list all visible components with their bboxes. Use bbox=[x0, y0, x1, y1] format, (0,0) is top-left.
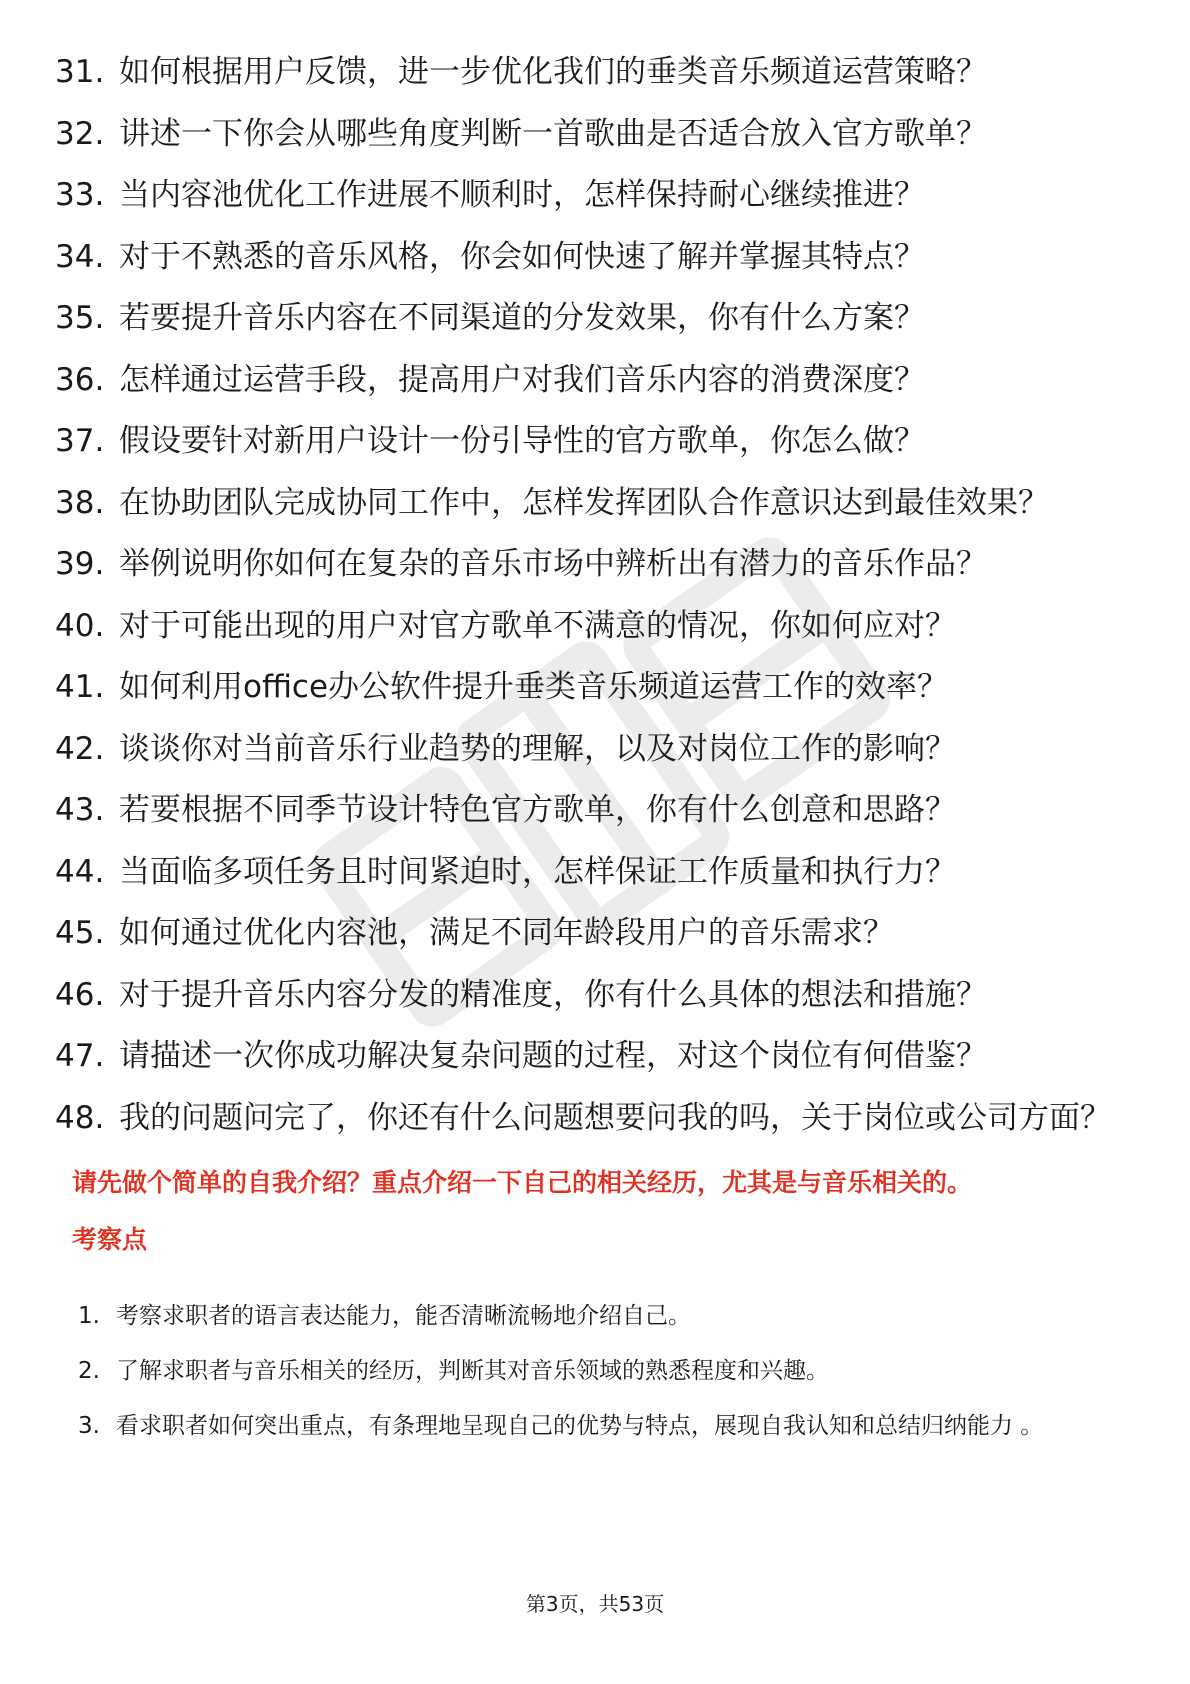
question-text: 若要根据不同季节设计特色官方歌单，你有什么创意和思路？ bbox=[119, 792, 956, 828]
question-item bbox=[55, 665, 1125, 709]
question-item bbox=[55, 112, 1125, 156]
question-text: 如何根据用户反馈，进一步优化我们的垂类音乐频道运营策略？ bbox=[119, 54, 987, 90]
question-number: 35. bbox=[55, 300, 105, 336]
question-item bbox=[55, 911, 1125, 955]
assessment-points bbox=[78, 1290, 1128, 1455]
question-item bbox=[55, 481, 1125, 525]
question-text: 假设要针对新用户设计一份引导性的官方歌单，你怎么做？ bbox=[119, 423, 925, 459]
question-list bbox=[55, 50, 1125, 1157]
question-item bbox=[55, 788, 1125, 832]
question-number: 37. bbox=[55, 423, 105, 459]
point-number: 2. bbox=[78, 1358, 100, 1384]
question-number: 34. bbox=[55, 238, 105, 275]
question-item bbox=[55, 50, 1125, 94]
question-text: 如何利用office办公软件提升垂类音乐频道运营工作的效率？ bbox=[119, 669, 949, 705]
question-text: 我的问题问完了，你还有什么问题想要问我的吗，关于岗位或公司方面？ bbox=[119, 1099, 1111, 1136]
page-footer: 第3页，共53页 bbox=[525, 1592, 665, 1616]
question-text: 对于不熟悉的音乐风格，你会如何快速了解并掌握其特点？ bbox=[119, 238, 925, 275]
point-text: 了解求职者与音乐相关的经历，判断其对音乐领域的熟悉程度和兴趣。 bbox=[116, 1358, 829, 1384]
point-item bbox=[78, 1290, 1128, 1342]
question-number: 46. bbox=[55, 976, 105, 1013]
question-text: 怎样通过运营手段，提高用户对我们音乐内容的消费深度？ bbox=[119, 361, 925, 398]
question-number: 45. bbox=[55, 915, 105, 951]
question-number: 47. bbox=[55, 1038, 105, 1074]
question-item bbox=[55, 296, 1125, 340]
question-number: 44. bbox=[55, 853, 105, 890]
point-item bbox=[78, 1400, 1128, 1452]
section-title: 请先做个简单的自我介绍？重点介绍一下自己的相关经历，尤其是与音乐相关的。 bbox=[72, 1168, 973, 1197]
question-number: 32. bbox=[55, 115, 105, 152]
question-number: 48. bbox=[55, 1099, 105, 1136]
question-text: 举例说明你如何在复杂的音乐市场中辨析出有潜力的音乐作品？ bbox=[119, 546, 987, 582]
question-text: 在协助团队完成协同工作中，怎样发挥团队合作意识达到最佳效果？ bbox=[119, 484, 1049, 521]
question-item bbox=[55, 727, 1125, 771]
question-item bbox=[55, 235, 1125, 279]
question-item bbox=[55, 419, 1125, 463]
question-number: 38. bbox=[55, 484, 105, 521]
question-text: 当面临多项任务且时间紧迫时，怎样保证工作质量和执行力？ bbox=[119, 853, 956, 890]
question-item bbox=[55, 358, 1125, 402]
question-number: 43. bbox=[55, 792, 105, 828]
question-number: 39. bbox=[55, 546, 105, 582]
question-item bbox=[55, 542, 1125, 586]
question-text: 讲述一下你会从哪些角度判断一首歌曲是否适合放入官方歌单？ bbox=[119, 115, 987, 152]
question-text: 谈谈你对当前音乐行业趋势的理解，以及对岗位工作的影响？ bbox=[119, 730, 956, 767]
point-number: 1. bbox=[78, 1303, 100, 1329]
question-text: 当内容池优化工作进展不顺利时，怎样保持耐心继续推进？ bbox=[119, 177, 925, 213]
question-text: 对于提升音乐内容分发的精准度，你有什么具体的想法和措施？ bbox=[119, 976, 987, 1013]
question-item bbox=[55, 850, 1125, 894]
point-text: 看求职者如何突出重点，有条理地呈现自己的优势与特点，展现自我认知和总结归纳能力 。 bbox=[116, 1413, 1044, 1439]
question-item bbox=[55, 173, 1125, 217]
section-subtitle: 考察点 bbox=[72, 1225, 148, 1254]
question-text: 请描述一次你成功解决复杂问题的过程，对这个岗位有何借鉴？ bbox=[119, 1038, 987, 1074]
question-text: 对于可能出现的用户对官方歌单不满意的情况，你如何应对？ bbox=[119, 607, 956, 644]
question-number: 36. bbox=[55, 361, 105, 398]
question-item bbox=[55, 973, 1125, 1017]
question-number: 42. bbox=[55, 730, 105, 767]
question-number: 40. bbox=[55, 607, 105, 644]
point-number: 3. bbox=[78, 1413, 100, 1439]
question-number: 31. bbox=[55, 54, 105, 90]
question-text: 如何通过优化内容池，满足不同年龄段用户的音乐需求？ bbox=[119, 915, 894, 951]
point-item bbox=[78, 1345, 1128, 1397]
question-number: 33. bbox=[55, 177, 105, 213]
question-item bbox=[55, 604, 1125, 648]
question-number: 41. bbox=[55, 669, 105, 705]
question-text: 若要提升音乐内容在不同渠道的分发效果，你有什么方案？ bbox=[119, 300, 925, 336]
question-item bbox=[55, 1034, 1125, 1078]
question-item bbox=[55, 1096, 1125, 1140]
point-text: 考察求职者的语言表达能力，能否清晰流畅地介绍自己。 bbox=[116, 1303, 691, 1329]
